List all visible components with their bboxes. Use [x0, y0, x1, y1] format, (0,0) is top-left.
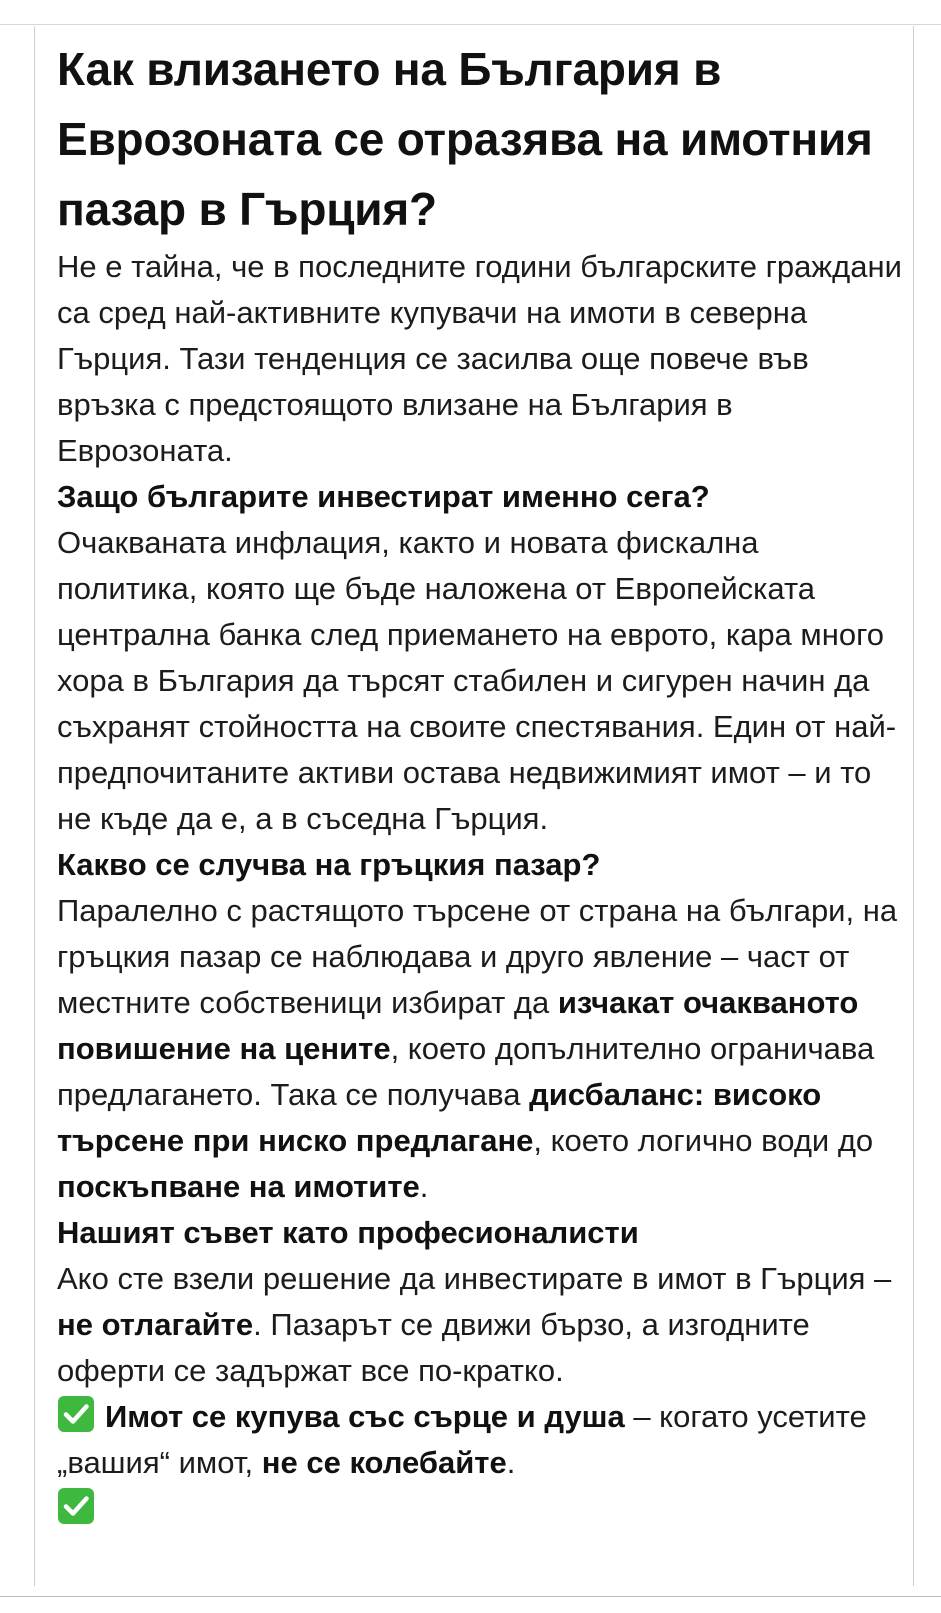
section-heading-why-now: Защо българите инвестират именно сега? [57, 479, 710, 514]
bold-segment: поскъпване на имотите [57, 1169, 420, 1204]
article-content [57, 26, 907, 1532]
text-segment: , което допълнително ограничава предлагането. Така се получава [57, 1031, 875, 1112]
bottom-divider [0, 1596, 941, 1597]
bold-segment: Имот се купува със сърце и душа [105, 1399, 625, 1434]
bold-segment: не отлагайте [57, 1307, 254, 1342]
bold-segment: не се колебайте [261, 1445, 507, 1480]
bold-segment: изчакат очакваното повишение на цените [57, 985, 859, 1066]
tip-item-partial [57, 1486, 907, 1532]
check-mark-icon [57, 1395, 95, 1433]
top-divider [0, 24, 941, 25]
section-paragraph-why-now: Очакваната инфлация, както и новата фискална политика, която ще бъде наложена от Европейската централна банка след приемането на еврото, кара много хора в България да търсят стабилен и сигурен начин да съхранят стойността на своите спестявания. Един от най-предпочитаните активи остава недвижимият имот – и то не къде да е, а в съседна Гърция. [57, 525, 897, 836]
text-segment: – когато усетите „вашия“ имот, [57, 1399, 867, 1480]
article-title: Как влизането на България в Еврозоната се отразява на имотния пазар в Гърция? [57, 43, 873, 235]
section-paragraph-greek-market [57, 888, 907, 1210]
section-heading-greek-market: Какво се случва на гръцкия пазар? [57, 847, 601, 882]
bold-segment: дисбаланс: високо търсене при ниско предлагане [57, 1077, 822, 1158]
check-mark-icon [57, 1487, 95, 1525]
text-segment: , което логично води до [533, 1123, 874, 1158]
intro-paragraph: Не е тайна, че в последните години българските граждани са сред най-активните купувачи на имоти в северна Гърция. Тази тенденция се засилва още повече във връзка с предстоящото влизане на България в Еврозоната. [57, 249, 902, 468]
text-segment: Паралелно с растящото търсене от страна на българи, на гръцкия пазар се наблюдава и друго явление – част от местните собственици избират да [57, 893, 898, 1020]
section-paragraph-advice [57, 1256, 907, 1394]
text-segment: . Пазарът се движи бързо, а изгодните оферти се задържат все по-кратко. [57, 1307, 810, 1388]
tip-item [57, 1394, 907, 1486]
text-segment: Ако сте взели решение да инвестирате в имот в Гърция – [57, 1261, 892, 1296]
text-segment: . [506, 1445, 516, 1480]
article-frame [34, 26, 914, 1586]
section-heading-advice: Нашият съвет като професионалисти [57, 1215, 639, 1250]
text-segment: . [419, 1169, 429, 1204]
